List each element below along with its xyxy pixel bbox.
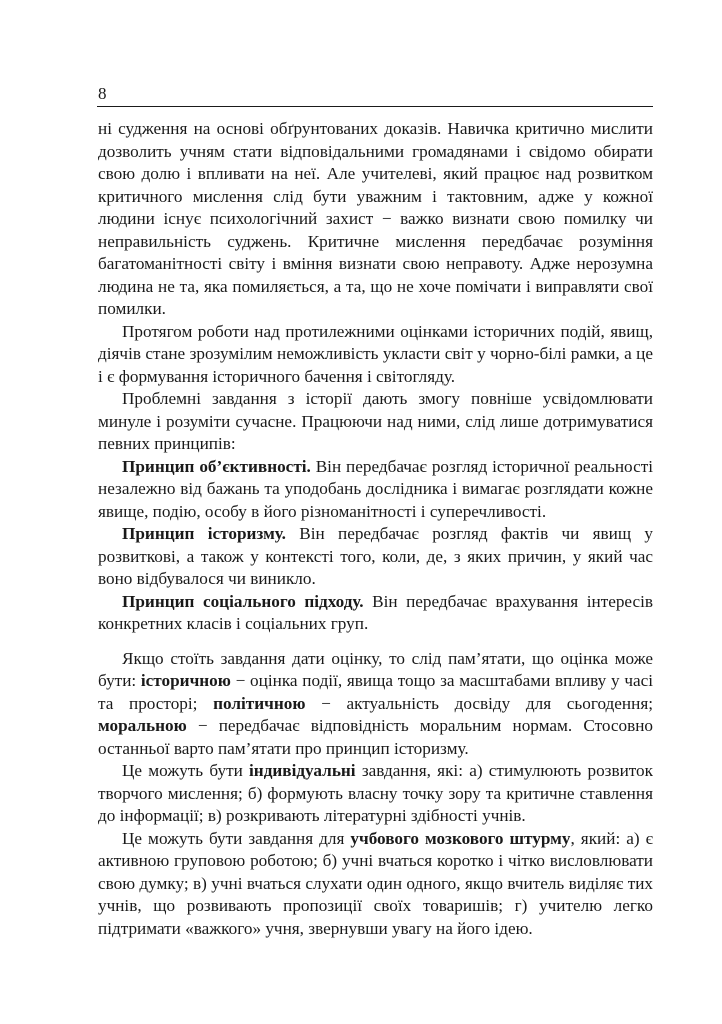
text-run: Він передбачає розгляд історичної реальності незалежно від бажань та уподобань дослідника і вимагає розглядати кожне явище, подію, особу в його різноманітності і суперечливості. [98,456,653,521]
bold-term: учбового мозкового штурму [350,828,571,848]
paragraph [98,828,653,941]
paragraph [98,388,653,456]
bold-term: Принцип об’єктивності. [122,456,311,476]
paragraph [98,118,653,321]
text-run: Він передбачає розгляд фактів чи явищ у розвиткові, а також у контексті того, коли, де, з яких причин, у який час воно відбувалося чи виникло. [98,524,653,588]
paragraph [98,456,653,524]
text-run: Якщо стоїть завдання дати оцінку, то слід пам’ятати, що оцінка може бути: [98,648,653,690]
text-run: ні судження на основі обґрунтованих доказів. Навичка критично мислити дозволить учням стати відповідальними громадянами і свідомо обирати свою долю і впливати на неї. Але учителеві, який працює над розвитком критичного мислення слід бути уважним і тактовним, адже у кожної людини існує психологічний захист − важко визнати свою помилку чи неправильність суджень. Критичне мислення передбачає розуміння багатоманітності світу і вміння визнати свою неправоту. Адже нерозумна людина не та, яка помиляється, а та, що не хоче помічати і виправляти свої помилки. [98,119,653,318]
bold-term: індивідуальні [249,761,356,780]
paragraph [98,321,653,389]
bold-term: Принцип соціального підходу. [122,591,364,611]
text-run: , який: а) є активною груповою роботою; б) учні вчаться коротко і чітко висловлювати свою думку; в) учні вчаться слухати один одного, якщо вчитель виділяє тих учнів, що розвивають пропозиції своїх товаришів; г) учителю легко підтримати «важкого» учня, звернувши увагу на його ідею. [98,828,653,938]
paragraph [98,760,653,828]
text-run: Він передбачає врахування інтересів конкретних класів і соціальних груп. [98,591,654,633]
paragraph [98,591,653,636]
text-run: Це можуть бути завдання для [122,828,351,848]
bold-term: політичною [213,693,306,713]
page-number: 8 [98,84,107,103]
text-run: − актуальність досвіду для сьогодення; [305,693,653,713]
text-run: − оцінка події, явища тощо за масштабами впливу у часі та просторі; [98,671,653,713]
text-run: Протягом роботи над протилежними оцінками історичних подій, явищ, діячів стане зрозумілим неможливість укласти світ у чорно-білі рамки, а це і є формування історичного бачення і світогляду. [98,321,653,386]
header-rule [97,106,653,107]
bold-term: Принцип історизму. [122,524,286,543]
paragraph [98,648,653,761]
text-run: завдання, які: а) стимулюють розвиток творчого мислення; б) формують власну точку зору та критичне ставлення до інформації; в) розкривають літературні здібності учнів. [98,761,654,825]
text-run: Це можуть бути [122,761,250,780]
body-text [98,118,653,940]
text-run: Проблемні завдання з історії дають змогу повніше усвідомлювати минуле і розуміти сучасне. Працюючи над ними, слід лише дотримуватися певних принципів: [98,389,653,453]
paragraph [98,523,653,591]
bold-term: історичною [140,671,231,690]
bold-term: моральною [98,716,187,735]
text-run: − передбачає відповідність моральним нормам. Стосовно останньої варто пам’ятати про принцип історизму. [98,716,653,758]
